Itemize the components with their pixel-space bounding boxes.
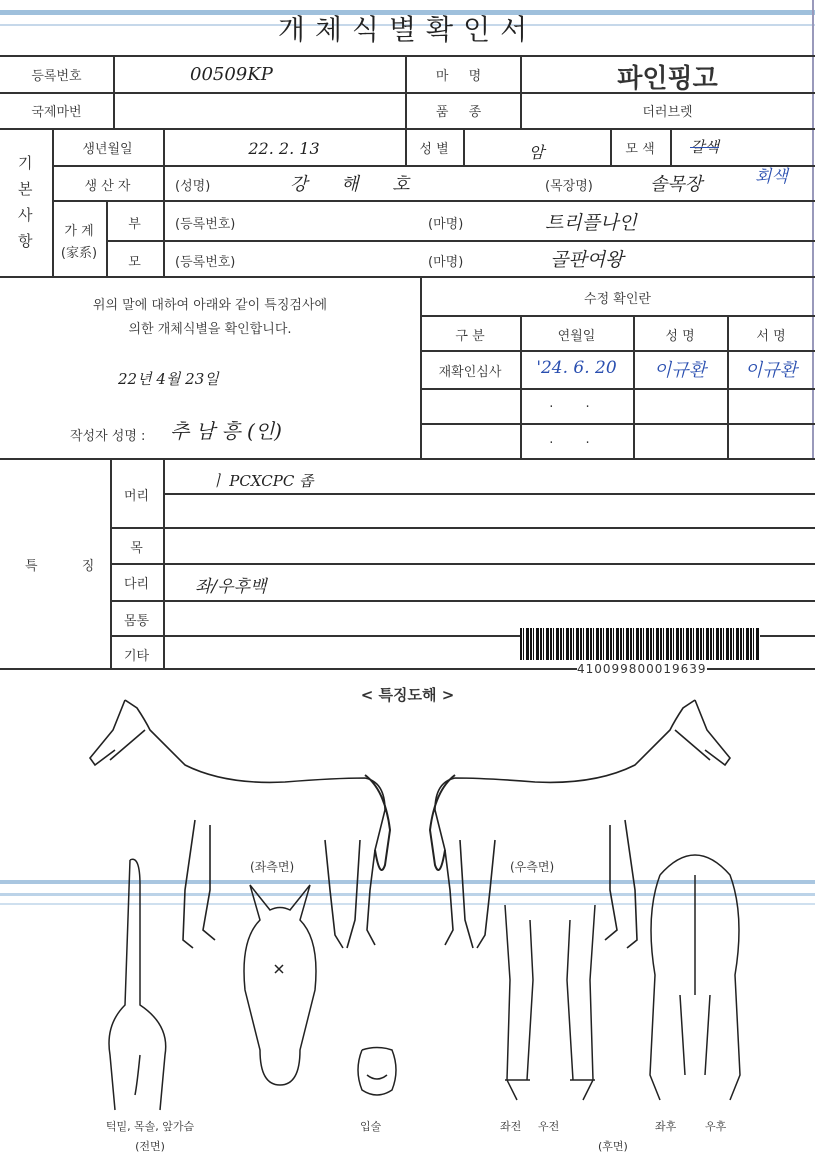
revision-empty-date: . . <box>549 432 604 447</box>
breed-label: 품 종 <box>435 105 490 120</box>
revision-row-date: '24. 6. 20 <box>536 358 617 378</box>
front-caption: 턱밑, 목솔, 앞가슴 <box>105 1120 195 1133</box>
feature-label-head: 머리 <box>123 489 150 504</box>
sex-value: 암 <box>528 143 545 162</box>
horse-chest-icon <box>95 855 185 1115</box>
barcode-number: 410099800019639 <box>577 662 707 676</box>
horse-head-front-icon <box>235 880 325 1090</box>
feature-label-legs: 다리 <box>123 577 150 592</box>
pedigree-hanja: (家系) <box>60 246 98 261</box>
farm-value: 솔목장 <box>650 174 703 195</box>
sire-label: 부 <box>128 217 141 232</box>
intl-number-label: 국제마번 <box>31 105 82 120</box>
revision-row-type: 재확인심사 <box>438 365 502 380</box>
left-fore-label: 좌전 <box>500 1120 522 1133</box>
horse-name-value: 파인핑고 <box>617 64 718 94</box>
sire-reg-label: (등록번호) <box>175 217 236 232</box>
front-label: (전면) <box>135 1140 165 1153</box>
horse-lips-icon <box>352 1045 402 1100</box>
feature-value-legs: 좌/우후백 <box>195 577 267 597</box>
sire-value: 트리플나인 <box>545 212 637 234</box>
left-side-label: (좌측면) <box>250 860 295 874</box>
birth-value: 22. 2. 13 <box>248 139 320 158</box>
color-value-struck: 갈색 <box>690 138 719 156</box>
breeder-name-value: 강 해 호 <box>290 174 424 195</box>
horse-name-label: 마 명 <box>435 69 490 84</box>
right-hind-label: 우후 <box>705 1120 727 1133</box>
diagram-title: < 특징도해 > <box>360 686 455 704</box>
revision-row-name: 이규환 <box>653 360 707 381</box>
left-hind-label: 좌후 <box>655 1120 677 1133</box>
color-label: 모 색 <box>625 142 655 157</box>
features-section-label: 특 징 <box>25 559 115 574</box>
revision-row-sign: 이규환 <box>744 360 798 381</box>
basic-section-label: 기본사항 <box>18 154 33 250</box>
horse-rear-icon <box>640 845 750 1105</box>
document-title: 개체식별확인서 <box>277 13 538 46</box>
color-value: 회색 <box>755 167 788 187</box>
author-signature: 추 남 흥 (인) <box>170 419 282 443</box>
dam-value: 골판여왕 <box>550 249 624 271</box>
rear-label: (후면) <box>598 1140 628 1153</box>
registration-number-label: 등록번호 <box>31 69 82 84</box>
sire-name-label: (마명) <box>428 217 464 232</box>
revision-header-name: 성 명 <box>665 329 695 344</box>
revision-header-type: 구 분 <box>455 329 485 344</box>
farm-label: (목장명) <box>545 179 593 194</box>
statement-line-2: 의한 개체식별을 확인합니다. <box>128 322 292 337</box>
revision-empty-date: . . <box>549 396 604 411</box>
lips-label: 입술 <box>360 1120 382 1133</box>
revision-header-date: 연월일 <box>557 329 596 344</box>
breeder-label: 생 산 자 <box>84 179 131 194</box>
dam-reg-label: (등록번호) <box>175 255 236 270</box>
barcode <box>520 628 760 660</box>
author-label: 작성자 성명 : <box>70 429 146 444</box>
dam-label: 모 <box>128 255 141 270</box>
registration-number-value: 00509KP <box>190 64 273 85</box>
right-side-label: (우측면) <box>510 860 555 874</box>
revision-header-sign: 서 명 <box>756 329 786 344</box>
pedigree-label: 가 계 <box>64 224 94 239</box>
right-fore-label: 우전 <box>538 1120 560 1133</box>
birth-label: 생년월일 <box>82 142 133 157</box>
feature-label-body: 몸통 <box>123 614 150 629</box>
feature-value-head: ㅣ PCXCPC 좁 <box>210 472 314 490</box>
confirm-date: 22년 4월 23일 <box>118 370 219 388</box>
breed-value: 더러브렛 <box>642 105 693 120</box>
revision-title: 수정 확인란 <box>584 292 651 307</box>
breeder-name-label: (성명) <box>175 179 211 194</box>
statement-line-1: 위의 말에 대하여 아래와 같이 특징검사에 <box>92 298 328 313</box>
feature-label-neck: 목 <box>130 541 143 556</box>
sex-label: 성 별 <box>419 142 449 157</box>
dam-name-label: (마명) <box>428 255 464 270</box>
horse-front-legs-icon <box>495 900 605 1105</box>
feature-label-other: 기타 <box>123 649 150 664</box>
